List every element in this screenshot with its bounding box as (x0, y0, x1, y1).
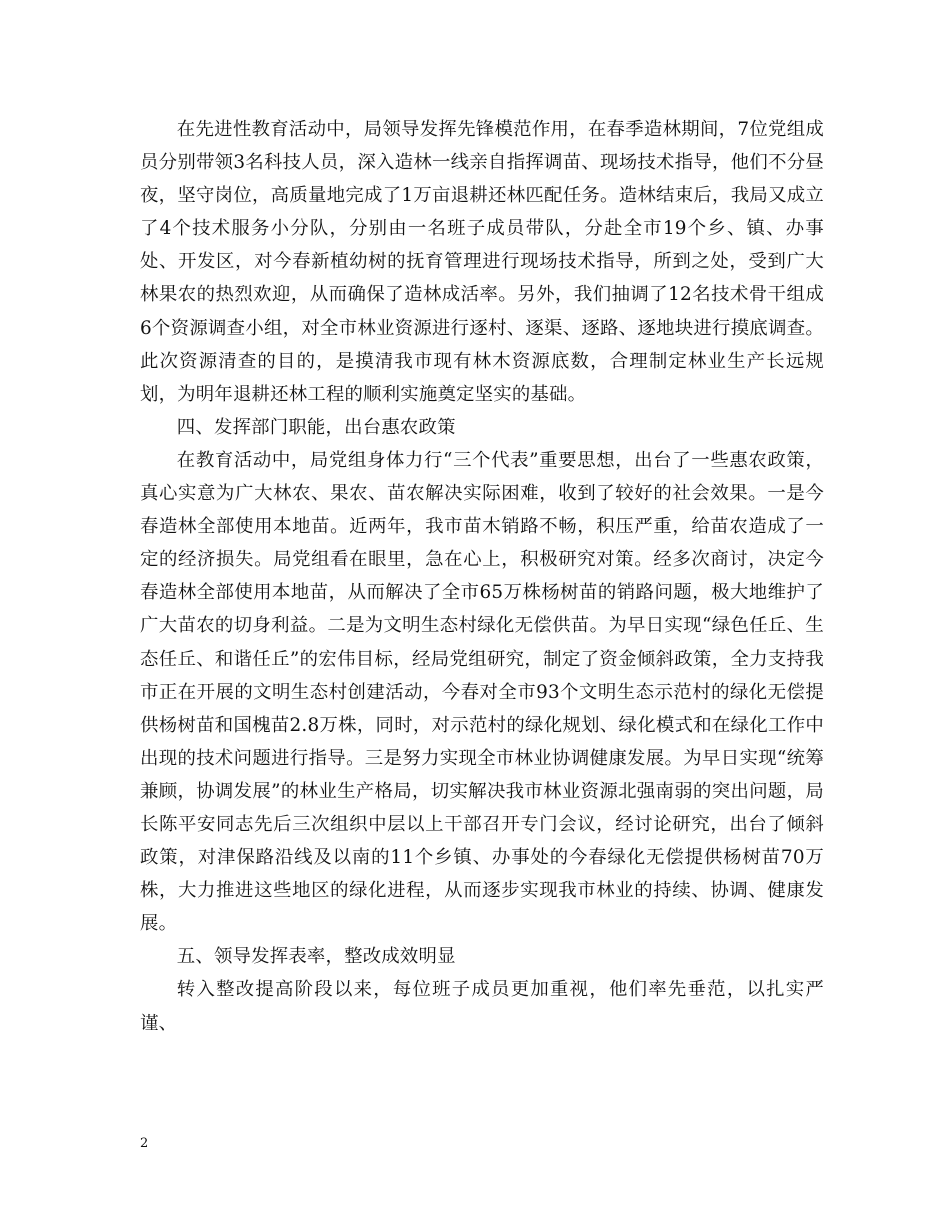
body-paragraph: 转入整改提高阶段以来，每位班子成员更加重视，他们率先垂范，以扎实严谨、 (140, 979, 824, 1034)
document-body (140, 113, 824, 1040)
body-paragraph: 在先进性教育活动中，局领导发挥先锋模范作用，在春季造林期间，7位党组成员分别带领3名科技人员，深入造林一线亲自指挥调苗、现场技术指导，他们不分昼夜，坚守岗位，高质量地完成了1万亩退耕还林匹配任务。造林结束后，我局又成立了4个技术服务小分队，分别由一名班子成员带队，分赴全市19个乡、镇、办事处、开发区，对今春新植幼树的抚育管理进行现场技术指导，所到之处，受到广大林果农的热烈欢迎，从而确保了造林成活率。另外，我们抽调了12名技术骨干组成6个资源调查小组，对全市林业资源进行逐村、逐渠、逐路、逐地块进行摸底调查。此次资源清查的目的，是摸清我市现有林木资源底数，合理制定林业生产长远规划，为明年退耕还林工程的顺利实施奠定坚实的基础。 (140, 119, 824, 405)
section-heading: 四、发挥部门职能，出台惠农政策 (176, 416, 456, 438)
section-heading: 五、领导发挥表率，整改成效明显 (176, 946, 456, 968)
body-paragraph: 在教育活动中，局党组身体力行“三个代表”重要思想，出台了一些惠农政策，真心实意为广大林农、果农、苗农解决实际困难，收到了较好的社会效果。一是今春造林全部使用本地苗。近两年，我市苗木销路不畅，积压严重，给苗农造成了一定的经济损失。局党组看在眼里，急在心上，积极研究对策。经多次商讨，决定今春造林全部使用本地苗，从而解决了全市65万株杨树苗的销路问题，极大地维护了广大苗农的切身利益。二是为文明生态村绿化无偿供苗。为早日实现“绿色任丘、生态任丘、和谐任丘”的宏伟目标，经局党组研究，制定了资金倾斜政策，全力支持我市正在开展的文明生态村创建活动，今春对全市93个文明生态示范村的绿化无偿提供杨树苗和国槐苗2.8万株，同时，对示范村的绿化规划、绿化模式和在绿化工作中出现的技术问题进行指导。三是努力实现全市林业协调健康发展。为早日实现“统筹兼顾，协调发展”的林业生产格局，切实解决我市林业资源北强南弱的突出问题，局长陈平安同志先后三次组织中层以上干部召开专门会议，经讨论研究，出台了倾斜政策，对津保路沿线及以南的11个乡镇、办事处的今春绿化无偿提供杨树苗70万株，大力推进这些地区的绿化进程，从而逐步实现我市林业的持续、协调、健康发展。 (140, 449, 824, 935)
page-number: 2 (140, 1136, 149, 1151)
